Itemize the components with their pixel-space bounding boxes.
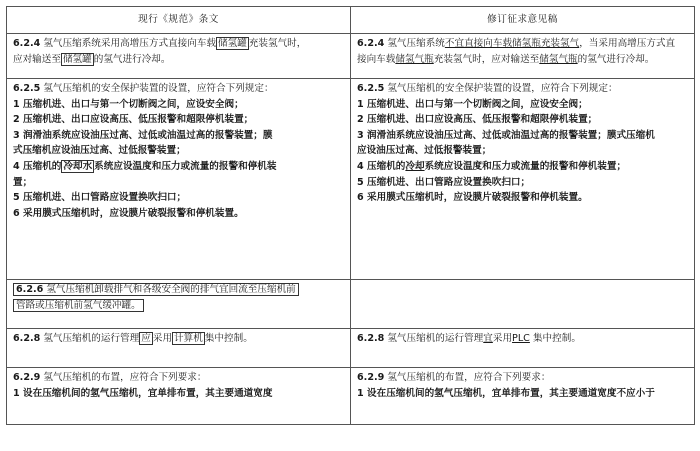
- clause-number: 6.2.9: [357, 372, 385, 383]
- comparison-table: [6, 6, 695, 425]
- clause-6-2-5-current: 6.2.5 氢气压缩机的安全保护装置的设置，应符合下列规定： 1 压缩机进、出口与第一个切断阀之间，应设安全阀； 2 压缩机进、出口应设高压、低压报警和超限停机装置； 3 润滑油系统应设油压过高、过低或油温过高的报警装置；膜 式压缩机应设油压过高、过低报警装置； 4 压缩机的 冷却水 系统应设温度和压力或流量的报警和停机装 置； 5 压缩机进、出口管路应设置换吹扫口； 6 采用膜式压缩机时，应设膜片破裂报警和停机装置。: [7, 79, 351, 280]
- clause-6-2-8-current: 6.2.8 氢气压缩机的运行管理 应 采用 计算机 集中控制。: [7, 329, 351, 368]
- boxed-term: 计算机: [174, 333, 203, 344]
- clause-number: 6.2.4: [13, 38, 41, 49]
- list-item: 4 压缩机的 冷却水 系统应设温度和压力或流量的报警和停机装: [13, 160, 277, 172]
- underlined-change: 储氢气瓶: [539, 53, 578, 65]
- clause-6-2-5-revised: 6.2.5 氢气压缩机的安全保护装置的设置，应符合下列规定： 1 压缩机进、出口与第一个切断阀之间，应设安全阀； 2 压缩机进、出口应设高压、低压报警和超限停机装置； 3 润滑油系统应设油压过高、过低或油温过高的报警装置；膜式压缩机 应设油压过高、过低报警装置； 4 压缩机的冷却系统应设温度和压力或流量的报警和停机装置； 5 压缩机进、出口管路应设置换吹扫口； 6 采用膜式压缩机时，应设膜片破裂报警和停机装置。: [351, 79, 695, 280]
- list-item: 1 设在压缩机间的氢气压缩机，宜单排布置，其主要通道宽度不应小于: [357, 387, 655, 399]
- list-item: 1 设在压缩机间的氢气压缩机，宜单排布置，其主要通道宽度: [13, 387, 273, 399]
- boxed-term: 应: [141, 333, 151, 344]
- clause-6-2-4-revised: 6.2.4 氢气压缩系统不宜直接向车载储氢瓶充装氢气，当采用高增压方式直 接向车载储氢气瓶充装氢气时，应对输送至储氢气瓶的氢气进行冷却。: [351, 34, 695, 79]
- list-item: 式压缩机应设油压过高、过低报警装置；: [13, 145, 186, 157]
- list-item: 3 润滑油系统应设油压过高、过低或油温过高的报警装置；膜式压缩机: [357, 129, 655, 141]
- clause-number: 6.2.6: [16, 284, 44, 295]
- clause-6-2-8-revised: 6.2.8 氢气压缩机的运行管理宜采用PLC 集中控制。: [351, 329, 695, 368]
- list-item: 1 压缩机进、出口与第一个切断阀之间，应设安全阀；: [357, 98, 588, 110]
- list-item: 3 润滑油系统应设油压过高、过低或油温过高的报警装置；膜: [13, 129, 273, 141]
- clause-number: 6.2.4: [357, 38, 385, 49]
- list-item: 6 采用膜式压缩机时，应设膜片破裂报警和停机装置。: [13, 207, 244, 219]
- clause-number: 6.2.8: [357, 333, 385, 344]
- clause-row-6-2-4: [7, 34, 695, 79]
- deleted-clause-box: 6.2.6 氢气压缩机卸载排气和各级安全阀的排气宜回流至压缩机前: [13, 283, 299, 296]
- underlined-change: PLC: [512, 333, 530, 344]
- header-revised: 修订征求意见稿: [351, 7, 695, 34]
- clause-row-6-2-8: [7, 329, 695, 368]
- clause-6-2-4-current: 6.2.4 氢气压缩系统采用高增压方式直接向车载 储氢罐 充装氢气时， 应对输送至 储氢罐 的氢气进行冷却。: [7, 34, 351, 79]
- list-item: 5 压缩机进、出口管路应设置换吹扫口；: [357, 176, 531, 188]
- clause-number: 6.2.5: [357, 83, 385, 94]
- list-item: 5 压缩机进、出口管路应设置换吹扫口；: [13, 192, 187, 204]
- clause-number: 6.2.9: [13, 372, 41, 383]
- underlined-change: 宜: [483, 333, 493, 344]
- underlined-change: 储氢气瓶: [395, 53, 434, 65]
- clause-6-2-9-current: 6.2.9 氢气压缩机的布置，应符合下列要求： 1 设在压缩机间的氢气压缩机，宜单排布置，其主要通道宽度: [7, 368, 351, 425]
- list-item: 6 采用膜式压缩机时，应设膜片破裂报警和停机装置。: [357, 192, 588, 204]
- list-item: 2 压缩机进、出口应设高压、低压报警和超限停机装置；: [13, 114, 254, 126]
- clause-6-2-6-revised-empty: [351, 280, 695, 329]
- clause-number: 6.2.5: [13, 83, 41, 94]
- list-item: 4 压缩机的冷却系统应设温度和压力或流量的报警和停机装置；: [357, 160, 627, 172]
- clause-row-6-2-9: [7, 368, 695, 425]
- list-item: 应设油压过高、过低报警装置；: [357, 145, 492, 157]
- boxed-term: 储氢罐: [218, 38, 247, 49]
- deleted-clause-box: 管路或压缩机前氢气缓冲罐。: [13, 299, 144, 312]
- header-row: [7, 7, 695, 34]
- clause-row-6-2-5: [7, 79, 695, 280]
- header-current: 现行《规范》条文: [7, 7, 351, 34]
- boxed-term: 储氢罐: [62, 53, 92, 65]
- clause-6-2-9-revised: 6.2.9 氢气压缩机的布置，应符合下列要求： 1 设在压缩机间的氢气压缩机，宜单排布置，其主要通道宽度不应小于: [351, 368, 695, 425]
- boxed-term: 冷却水: [63, 160, 93, 172]
- list-item: 2 压缩机进、出口应设高压、低压报警和超限停机装置；: [357, 114, 598, 126]
- underlined-change: 不宜直接向车载储氢瓶充装氢气: [444, 38, 580, 49]
- clause-number: 6.2.8: [13, 333, 41, 344]
- clause-row-6-2-6: [7, 280, 695, 329]
- list-item: 置；: [13, 176, 33, 188]
- underlined-change: 冷却: [405, 160, 425, 172]
- list-item: 1 压缩机进、出口与第一个切断阀之间，应设安全阀；: [13, 98, 244, 110]
- clause-6-2-6-current: [7, 280, 351, 329]
